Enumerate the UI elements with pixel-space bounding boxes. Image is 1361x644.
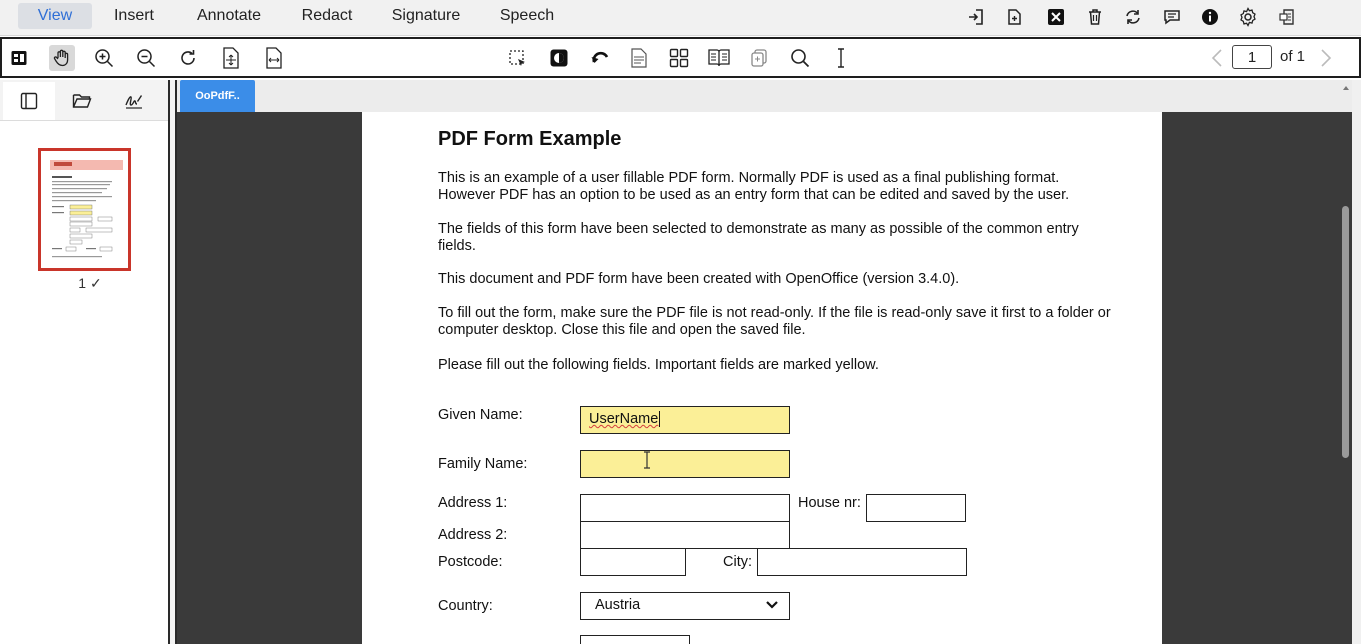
given-name-value: UserName [589, 411, 659, 427]
paragraph-readonly: To fill out the form, make sure the PDF file is not read-only. If the file is read-only save it first to a folder or computer desktop. Close this file and open the saved file. [438, 305, 1111, 338]
sidebar-panel-icon[interactable] [3, 82, 55, 120]
folder-open-icon[interactable] [56, 82, 108, 120]
country-label: Country: [438, 598, 493, 614]
close-file-icon[interactable] [1045, 6, 1067, 28]
address1-label: Address 1: [438, 495, 508, 511]
rotate-icon[interactable] [175, 45, 201, 71]
pdf-title: PDF Form Example [438, 128, 622, 150]
fit-page-icon[interactable] [218, 45, 244, 71]
sidebar-splitter[interactable] [168, 80, 177, 644]
next-page-icon[interactable] [1313, 45, 1339, 71]
text-caret [659, 411, 660, 427]
copy-icon[interactable] [746, 45, 772, 71]
zoom-in-icon[interactable] [91, 45, 117, 71]
grid-view-icon[interactable] [666, 45, 692, 71]
menu-view[interactable]: View [18, 3, 92, 29]
previous-page-icon[interactable] [1204, 45, 1230, 71]
menu-signature[interactable]: Signature [391, 7, 461, 24]
zoom-out-icon[interactable] [133, 45, 159, 71]
undo-icon[interactable] [587, 45, 613, 71]
sidebar-tabs [0, 80, 168, 121]
document-viewer [177, 80, 1352, 644]
gear-icon[interactable] [1237, 6, 1259, 28]
city-field[interactable] [757, 548, 967, 576]
paragraph-intro: This is an example of a user fillable PDF form. Normally PDF is used as a final publishing format. However PDF has an option to be used as an entry form that can be edited and saved by the user. [438, 170, 1070, 203]
ibeam-cursor-icon [643, 451, 651, 469]
page-number-input[interactable] [1232, 45, 1272, 69]
document-tab-strip [177, 80, 1352, 112]
given-name-label: Given Name: [438, 407, 523, 423]
house-nr-label: House nr: [798, 495, 861, 511]
thumbnail-preview [46, 156, 127, 267]
toolbar [0, 37, 1361, 78]
trash-icon[interactable] [1084, 6, 1106, 28]
sign-in-icon[interactable] [965, 6, 987, 28]
menu-bar [0, 0, 1361, 36]
menu-speech[interactable]: Speech [499, 7, 555, 24]
select-area-icon[interactable] [504, 45, 530, 71]
country-select[interactable] [580, 592, 790, 620]
postcode-label: Postcode: [438, 554, 503, 570]
address2-label: Address 2: [438, 527, 508, 543]
vertical-scrollbar-thumb[interactable] [1342, 206, 1349, 458]
sync-icon[interactable] [1122, 6, 1144, 28]
pan-hand-icon[interactable] [49, 45, 75, 71]
comment-icon[interactable] [1161, 6, 1183, 28]
city-label: City: [723, 554, 752, 570]
pdf-page [362, 112, 1162, 644]
panel-toggle-icon[interactable] [6, 45, 32, 71]
address1-field[interactable] [580, 494, 790, 522]
given-name-field[interactable] [580, 406, 790, 434]
menu-insert[interactable]: Insert [113, 7, 154, 24]
signature-icon[interactable] [108, 82, 160, 120]
address2-field[interactable] [580, 521, 790, 549]
book-view-icon[interactable] [706, 45, 732, 71]
next-form-field[interactable] [580, 635, 690, 644]
family-name-label: Family Name: [438, 456, 528, 472]
paragraph-openoffice: This document and PDF form have been created with OpenOffice (version 3.4.0). [438, 271, 960, 287]
postcode-field[interactable] [580, 548, 686, 576]
info-icon[interactable] [1199, 6, 1221, 28]
country-value: Austria [595, 597, 641, 613]
thumbnail-label: 1 ✓ [78, 275, 102, 291]
contrast-icon[interactable] [546, 45, 572, 71]
document-tab[interactable]: OoPdfF.. [180, 80, 255, 112]
menu-annotate[interactable]: Annotate [196, 7, 262, 24]
chevron-down-icon [765, 599, 779, 611]
sidebar [0, 80, 168, 644]
page-thumbnail[interactable] [38, 148, 131, 271]
paragraph-fields: The fields of this form have been selected to demonstrate as many as possible of the common entry fields. [438, 221, 1079, 254]
page-total: of 1 [1280, 48, 1306, 65]
menu-redact[interactable]: Redact [301, 7, 353, 24]
page-view-icon[interactable] [626, 45, 652, 71]
search-icon[interactable] [787, 45, 813, 71]
family-name-field[interactable] [580, 450, 790, 478]
new-file-icon[interactable] [1003, 6, 1025, 28]
scroll-up-icon[interactable] [1342, 84, 1350, 92]
text-cursor-icon[interactable] [828, 45, 854, 71]
house-nr-field[interactable] [866, 494, 966, 522]
paragraph-instructions: Please fill out the following fields. Important fields are marked yellow. [438, 357, 879, 373]
vertical-scrollbar-track[interactable] [1352, 80, 1361, 644]
export-icon[interactable] [1276, 6, 1298, 28]
fit-width-icon[interactable] [261, 45, 287, 71]
